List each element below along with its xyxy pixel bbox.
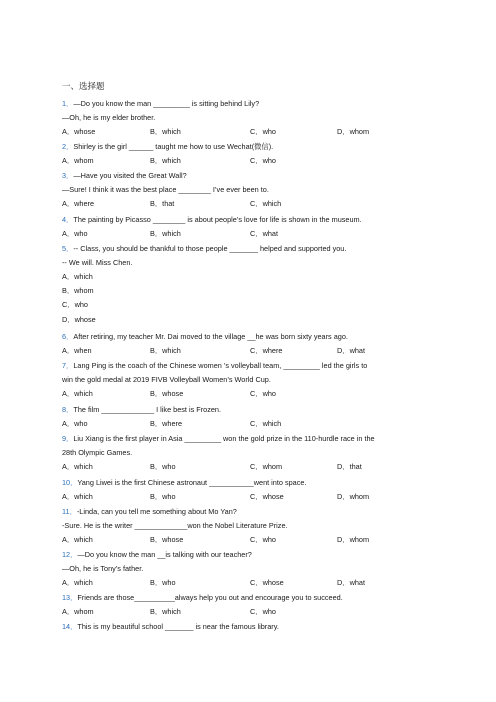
option-a: A．which (62, 535, 93, 544)
question-text: The film _____________ I like best is Frozen. (73, 405, 222, 414)
question-stem (62, 506, 237, 517)
question-text: After retiring, my teacher Mr. Dai moved to the village __he was born sixty years ago. (73, 332, 348, 341)
option-a: A．which (62, 389, 93, 398)
question-text: The painting by Picasso ________ is about people’s love for life is shown in the museum. (73, 215, 362, 224)
option-c: C．who (250, 607, 276, 616)
question-text: -Linda, can you tell me something about Mo Yan? (76, 507, 237, 516)
question-number: 4． (62, 215, 74, 224)
option-c: C．where (250, 346, 283, 355)
question-stem (62, 592, 343, 603)
option-d: D．whom (337, 535, 370, 544)
question-stem-continued: -Sure. He is the writer _____________won the Nobel Literature Prize. (62, 521, 288, 530)
option-b: B．which (150, 607, 181, 616)
option-c: C．who (250, 389, 276, 398)
option-d: D．whose (62, 315, 96, 324)
option-b: B．whose (150, 535, 184, 544)
option-b: B．that (150, 199, 175, 208)
question-number: 13． (62, 593, 78, 602)
question-text: —Do you know the man _________ is sitting behind Lily? (73, 99, 260, 108)
question-stem (62, 331, 348, 342)
question-stem (62, 170, 187, 181)
question-stem (62, 549, 252, 560)
question-text: This is my beautiful school _______ is near the famous library. (77, 622, 279, 631)
option-c: C．who (250, 127, 276, 136)
option-a: A．when (62, 346, 92, 355)
option-a: A．who (62, 229, 88, 238)
question-stem (62, 404, 221, 415)
question-stem (62, 360, 367, 371)
question-stem-continued: —Oh, he is Tony’s father. (62, 564, 144, 573)
option-a: A．whom (62, 607, 94, 616)
option-c: C．whom (250, 462, 283, 471)
question-stem-continued: —Oh, he is my elder brother. (62, 113, 156, 122)
option-c: C．which (250, 199, 282, 208)
question-number: 10． (62, 478, 78, 487)
option-b: B．whom (62, 286, 94, 295)
question-text: Lang Ping is the coach of the Chinese women ’s volleyball team, _________ led the girls to (73, 361, 368, 370)
question-text: Liu Xiang is the first player in Asia _________ won the gold prize in the 110-hurdle race in the (73, 434, 375, 443)
option-b: B．which (150, 229, 181, 238)
question-number: 2． (62, 142, 74, 151)
question-stem-continued: win the gold medal at 2019 FIVB Volleyball Women’s World Cup. (62, 375, 271, 384)
option-c: C．whose (250, 578, 284, 587)
question-stem (62, 433, 375, 444)
question-stem (62, 141, 273, 152)
question-stem (62, 243, 346, 254)
option-b: B．who (150, 578, 176, 587)
option-c: C．who (62, 300, 88, 309)
question-text: —Do you know the man __is talking with our teacher? (77, 550, 252, 559)
option-b: B．who (150, 492, 176, 501)
option-b: B．which (150, 156, 181, 165)
question-number: 14． (62, 622, 78, 631)
question-stem-continued: 28th Olympic Games. (62, 448, 133, 457)
question-number: 6． (62, 332, 74, 341)
question-number: 5． (62, 244, 74, 253)
option-c: C．who (250, 535, 276, 544)
question-stem-continued: —Sure! I think it was the best place ________ I’ve ever been to. (62, 185, 269, 194)
question-number: 11． (62, 507, 77, 516)
question-number: 8． (62, 405, 74, 414)
option-a: A．who (62, 419, 88, 428)
question-number: 3． (62, 171, 74, 180)
option-c: C．who (250, 156, 276, 165)
question-text: Shirley is the girl ______ taught me how to use Wechat(微信). (73, 142, 274, 151)
question-number: 1． (62, 99, 74, 108)
section-title: 一、选择题 (62, 81, 105, 91)
option-d: D．what (337, 578, 365, 587)
option-a: A．whom (62, 156, 94, 165)
option-a: A．which (62, 492, 93, 501)
option-d: D．what (337, 346, 365, 355)
question-stem (62, 214, 362, 225)
question-stem (62, 477, 306, 488)
option-b: B．which (150, 127, 181, 136)
option-b: B．who (150, 462, 176, 471)
option-d: D．that (337, 462, 362, 471)
question-text: —Have you visited the Great Wall? (73, 171, 187, 180)
option-d: D．whom (337, 127, 370, 136)
option-b: B．where (150, 419, 183, 428)
question-number: 7． (62, 361, 74, 370)
question-stem (62, 98, 259, 109)
question-text: -- Class, you should be thankful to those people _______ helped and supported you. (73, 244, 347, 253)
question-stem (62, 621, 279, 632)
option-a: A．whose (62, 127, 96, 136)
option-d: D．whom (337, 492, 370, 501)
option-a: A．where (62, 199, 95, 208)
option-a: A．which (62, 272, 93, 281)
option-a: A．which (62, 462, 93, 471)
question-number: 12． (62, 550, 78, 559)
option-c: C．what (250, 229, 278, 238)
option-b: B．which (150, 346, 181, 355)
option-c: C．which (250, 419, 282, 428)
option-c: C．whose (250, 492, 284, 501)
question-text: Yang Liwei is the first Chinese astronaut ___________went into space. (77, 478, 307, 487)
option-a: A．which (62, 578, 93, 587)
question-number: 9． (62, 434, 74, 443)
question-text: Friends are those__________always help you out and encourage you to succeed. (77, 593, 343, 602)
question-stem-continued: -- We will. Miss Chen. (62, 258, 133, 267)
option-b: B．whose (150, 389, 184, 398)
